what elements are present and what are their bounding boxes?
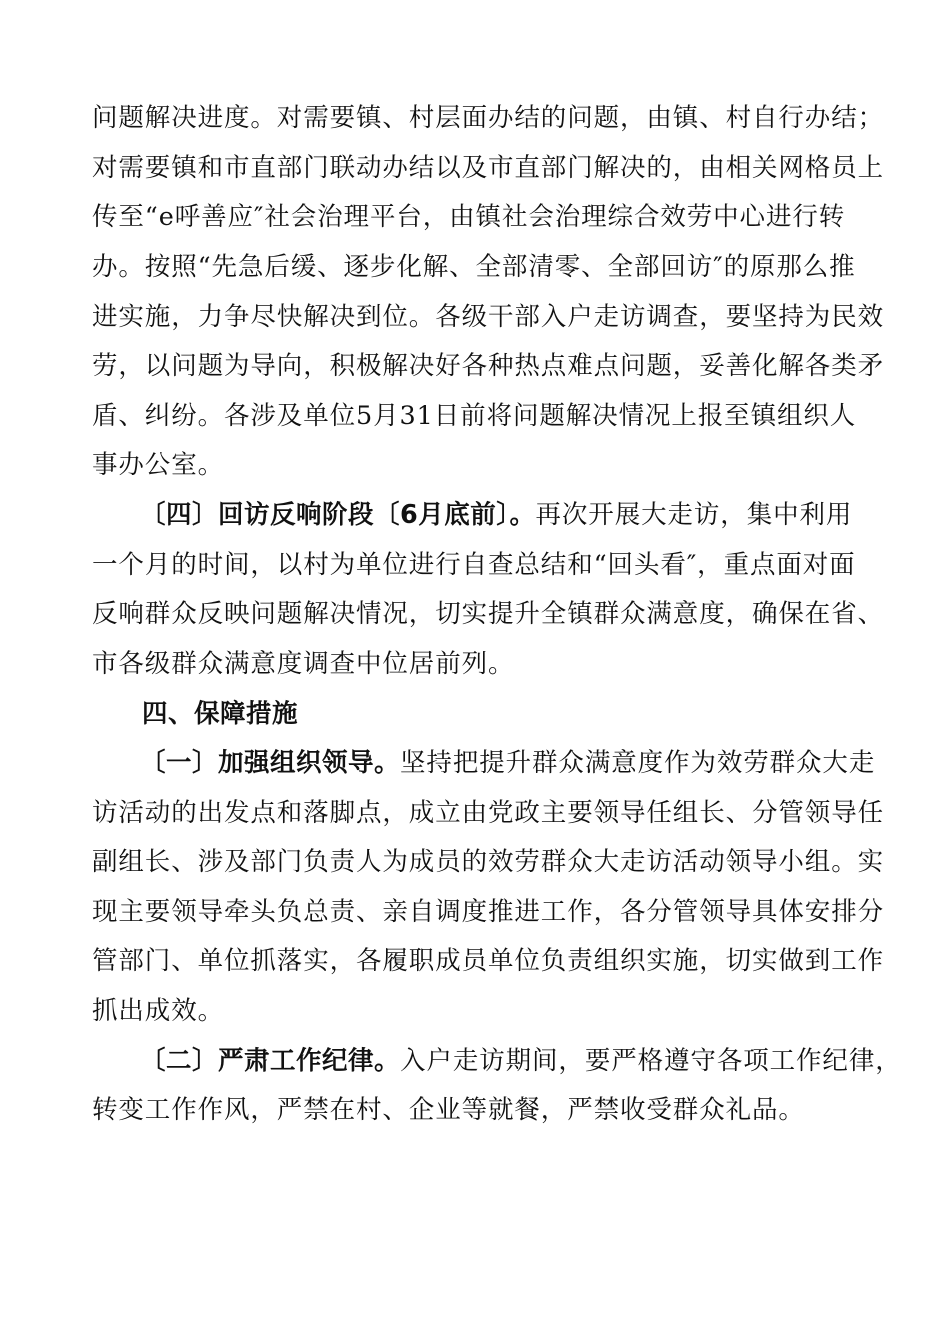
- paragraph-line: 问题解决进度。对需要镇、村层面办结的问题，由镇、村自行办结；: [92, 103, 885, 133]
- section-title: 四、保障措施: [142, 699, 299, 729]
- paragraph-text: 入户走访期间，要严格遵守各项工作纪律，: [400, 1046, 902, 1076]
- paragraph-line: 现主要领导牵头负总责、亲自调度推进工作，各分管领导具体安排分: [92, 897, 885, 927]
- subsection-heading: 〔二〕严肃工作纪律。: [140, 1046, 401, 1076]
- paragraph-line: 管部门、单位抓落实，各履职成员单位负责组织实施，切实做到工作: [92, 946, 885, 976]
- paragraph-text: 再次开展大走访，集中利用: [535, 500, 853, 530]
- paragraph-line: 反响群众反映问题解决情况，切实提升全镇群众满意度，确保在省、: [92, 599, 885, 629]
- paragraph-line: 一个月的时间，以村为单位进行自查总结和“回头看″，重点面对面: [92, 550, 856, 580]
- paragraph-line: 进实施，力争尽快解决到位。各级干部入户走访调查，要坚持为民效: [92, 302, 885, 332]
- paragraph-first-line: [140, 495, 852, 535]
- paragraph-line: 对需要镇和市直部门联动办结以及市直部门解决的，由相关网格员上: [92, 153, 885, 183]
- paragraph-line: 事办公室。: [92, 450, 225, 480]
- paragraph-first-line: [140, 743, 875, 783]
- paragraph-text: 坚持把提升群众满意度作为效劳群众大走: [400, 748, 876, 778]
- paragraph-line: 抓出成效。: [92, 996, 225, 1026]
- paragraph-line: 劳，以问题为导向，积极解决好各种热点难点问题，妥善化解各类矛: [92, 351, 885, 381]
- subsection-heading: 〔一〕加强组织领导。: [140, 748, 401, 778]
- subsection-heading: 〔四〕回访反响阶段〔6月底前〕。: [140, 500, 536, 530]
- paragraph-line: 办。按照“先急后缓、逐步化解、全部清零、全部回访″的原那么推: [92, 252, 856, 282]
- paragraph-line: 传至“e呼善应″社会治理平台，由镇社会治理综合效劳中心进行转: [92, 202, 846, 232]
- paragraph-line: 盾、纠纷。各涉及单位5月31日前将问题解决情况上报至镇组织人: [92, 401, 857, 431]
- paragraph-line: 转变工作作风，严禁在村、企业等就餐，严禁收受群众礼品。: [92, 1095, 805, 1125]
- paragraph-line: 副组长、涉及部门负责人为成员的效劳群众大走访活动领导小组。实: [92, 847, 885, 877]
- paragraph-line: 访活动的出发点和落脚点，成立由党政主要领导任组长、分管领导任: [92, 798, 885, 828]
- paragraph-line: 市各级群众满意度调查中位居前列。: [92, 649, 515, 679]
- paragraph-first-line: [140, 1041, 902, 1081]
